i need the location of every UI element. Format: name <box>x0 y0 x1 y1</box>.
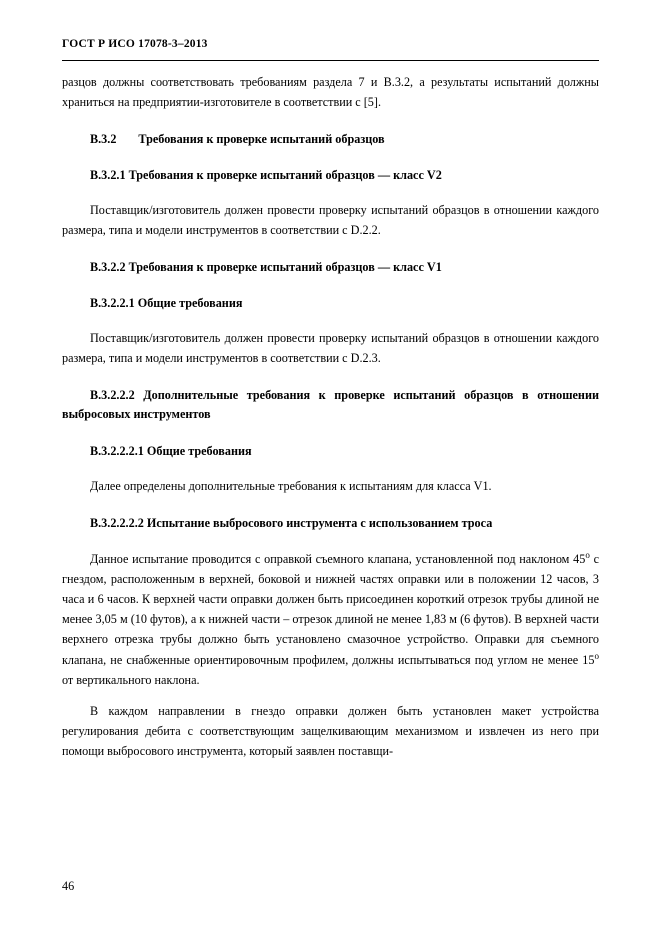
section-heading-b32 <box>62 130 599 150</box>
section-title: Требования к проверке испытаний образцов <box>138 131 385 146</box>
text-after-degree: от вертикального наклона. <box>62 673 200 688</box>
paragraph-b32221-body: Далее определены дополнительные требования к испытаниям для класса V1. <box>90 478 492 493</box>
degree-symbol-2: o <box>594 651 599 662</box>
section-heading-b3221: В.3.2.2.1 Общие требования <box>90 296 243 311</box>
header-divider <box>62 60 599 61</box>
paragraph-test-description <box>62 548 599 690</box>
page-number: 46 <box>62 879 75 893</box>
section-heading-b322: В.3.2.2 Требования к проверке испытаний образцов — класс V1 <box>90 259 442 274</box>
text-middle: с гнездом, расположенным в верхней, боковой и нижней частях оправки или в положении 12 часов, 3 часа и 6 часов. К верхней части оправки должен быть присоединен короткий отрезок трубы длиной не менее 3,05 м (10 футов), а к нижней части – отрезок длиной не менее 1,83 м (6 футов). В верхней части верхнего отрезка трубы должно быть установлено смазочное устройство. Оправки для съемного клапана, не снабженные ориентировочным профилем, должны испытываться под углом не менее 15 <box>62 552 599 668</box>
paragraph-b321-body: Поставщик/изготовитель должен провести проверку испытаний образцов в отношении каждого размера, типа и модели инструментов в соответствии с D.2.2. <box>62 203 599 237</box>
paragraph-final: В каждом направлении в гнездо оправки должен быть установлен макет устройства регулирования дебита с соответствующим защелкивающим механизмом и извлечен из него при помощи выбросового инструмента, который заявлен поставщи- <box>62 703 599 758</box>
paragraph-b3221-body: Поставщик/изготовитель должен провести проверку испытаний образцов в отношении каждого размера, типа и модели инструментов в соответствии с D.2.3. <box>62 331 599 365</box>
text-before-degree: Данное испытание проводится с оправкой съемного клапана, установленной под наклоном 45 <box>90 552 586 567</box>
degree-symbol-1: o <box>585 550 590 561</box>
section-heading-b3222: В.3.2.2.2 Дополнительные требования к проверке испытаний образцов в отношении выбросовых инструментов <box>62 387 599 422</box>
document-header: ГОСТ Р ИСО 17078-3–2013 <box>62 38 208 50</box>
section-number: В.3.2 <box>90 131 117 146</box>
section-heading-b32222: В.3.2.2.2.2 Испытание выбросового инструмента с использованием троса <box>90 515 493 530</box>
paragraph-continued: разцов должны соответствовать требованиям раздела 7 и В.3.2, а результаты испытаний должны храниться на предприятии-изготовителе в соответствии с [5]. <box>62 75 599 109</box>
section-heading-b321: В.3.2.1 Требования к проверке испытаний образцов — класс V2 <box>90 168 442 183</box>
section-heading-b32221: В.3.2.2.2.1 Общие требования <box>90 444 252 459</box>
